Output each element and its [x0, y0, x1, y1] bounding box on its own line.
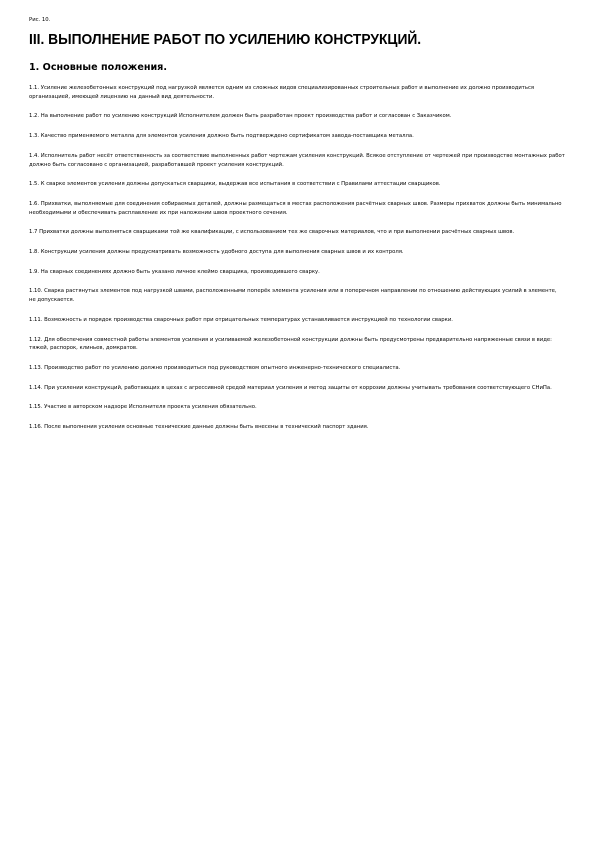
clause-1-5: 1.5. К сварке элементов усиления должны допускаться сварщики, выдержав все испытания в соответствии с Правилами аттестации сварщиков.	[29, 181, 441, 188]
figure-caption: Рис. 10.	[29, 17, 51, 23]
clause-1-1: 1.1. Усиление железобетонных конструкций под нагрузкой является одним из сложных видов специализированных строительных работ и выполнение их должно производиться организацией, имеющей лицензию на данный вид деятельности.	[29, 85, 535, 100]
clause-1-4: 1.4. Исполнитель работ несёт ответственность за соответствие выполненных работ чертежам усиления конструкций. Всякое отступление от чертежей при производстве монтажных работ должно быть согласовано с организацией, разработавшей проект усиления конструкций.	[29, 152, 565, 168]
clause-1-13: 1.13. Производство работ по усилению должно производиться под руководством опытного инженерно-технического специалиста.	[29, 364, 401, 371]
clause-1-9: 1.9. На сварных соединениях должно быть указано личное клеймо сварщика, производившего сварку.	[29, 268, 320, 275]
clause-1-6: 1.6. Прихватки, выполняемые для соединения собираемых деталей, должны размещаться в местах расположения расчётных сварных швов. Размеры прихваток должны быть минимально необходимыми и обеспечивать расплавление их при наложении швов проектного сечения.	[29, 200, 562, 216]
clause-1-11: 1.11. Возможность и порядок производства сварочных работ при отрицательных температурах устанавливается инструкцией по технологии сварки.	[29, 316, 453, 323]
clause-1-10: 1.10. Сварка растянутых элементов под нагрузкой швами, расположенными поперёк элемента усиления или в поперечном направлении по отношению действующих усилий в элементе, не допускается.	[29, 288, 557, 304]
clause-1-3: 1.3. Качество применяемого металла для элементов усиления должно быть подтверждено сертификатом завода-поставщика металла.	[29, 133, 414, 140]
clause-1-15: 1.15. Участие в авторском надзоре Исполнителя проекта усиления обязательно.	[29, 404, 257, 411]
clause-1-8: 1.8. Конструкции усиления должны предусматривать возможность удобного доступа для выполнения сварных швов и их контроля.	[29, 249, 404, 256]
clause-list	[29, 84, 565, 432]
section-title: III. ВЫПОЛНЕНИЕ РАБОТ ПО УСИЛЕНИЮ КОНСТРУКЦИЙ.	[29, 32, 422, 48]
clause-1-14: 1.14. При усилении конструкций, работающих в цехах с агрессивной средой материал усиления и метод защиты от коррозии должны учитывать требования соответствующего СНиПа.	[29, 384, 552, 391]
subsection-title: 1. Основные положения.	[29, 62, 167, 73]
clause-1-7: 1.7 Прихватки должны выполняться сварщиками той же квалификации, с использованием тех же сварочных материалов, что и при выполнении расчётных сварных швов.	[29, 229, 515, 236]
clause-1-16: 1.16. После выполнения усиления основные технические данные должны быть внесены в технический паспорт здания.	[29, 424, 369, 431]
clause-1-12: 1.12. Для обеспечения совместной работы элементов усиления и усиливаемой железобетонной конструкции должны быть предусмотрены предварительно напряженные связи в виде: тяжей, распорок, клиньев, домкратов.	[29, 336, 552, 352]
clause-1-2: 1.2. На выполнение работ по усилению конструкций Исполнителем должен быть разработан проект производства работ и согласован с Заказчиком.	[29, 113, 452, 120]
